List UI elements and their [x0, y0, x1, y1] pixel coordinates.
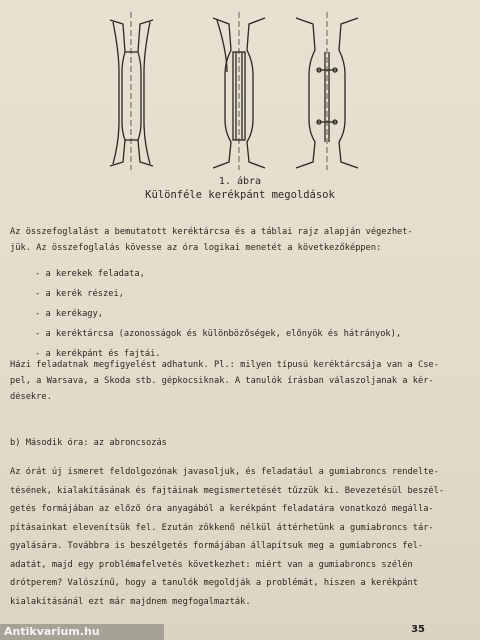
paragraph-homework [10, 357, 472, 405]
list-item: - a kerék részei, [35, 289, 124, 299]
figure-number: 1. ábra [218, 176, 262, 187]
rim-profile-figure [95, 12, 405, 170]
watermark: Antikvarium.hu [0, 624, 164, 640]
page-number: 35 [411, 624, 425, 635]
summary-list [35, 264, 455, 364]
text-line: kialakításánál ezt már majdnem megfogalmazták. [10, 596, 251, 607]
section-heading: b) Második óra: az abroncsozás [10, 438, 167, 448]
text-line: adatát, majd egy problémafelvetés következhet: miért van a gumiabroncs szélén [10, 559, 413, 570]
text-line: Házi feladatnak megfigyelést adhatunk. Pl.: milyen típusú keréktárcsája van a Cse- [10, 360, 439, 370]
list-item: - a kerékagy, [35, 309, 103, 319]
text-line: getés formájában az előző óra anyagából a kerékpánt feladatára vonatkozó megálla- [10, 504, 434, 514]
text-line: Az órát új ismeret feldolgozónak javasoljuk, és feladatául a gumiabroncs rendelte- [10, 467, 439, 477]
figure-title: Különféle kerékpánt megoldások [145, 189, 335, 201]
text-line: gyalására. Továbbra is beszélgetés formájában állapítsuk meg a gumiabroncs fel- [10, 541, 424, 551]
text-line: jük. Az összefoglalás kövesse az óra logikai menetét a következőképpen: [10, 243, 382, 253]
text-line: pításainkat elevenítsük fel. Ezután zökkenő nélkül áttérhetünk a gumiabroncs tár- [10, 522, 434, 533]
list-item: - a kerékpánt és fajtái. [35, 349, 161, 359]
paragraph-summary [10, 224, 472, 256]
text-line: désekre. [10, 392, 52, 402]
rim-drawings [95, 12, 405, 170]
text-line: pel, a Warsava, a Skoda stb. gépkocsiknak. A tanulók írásban válaszoljanak a kér- [10, 376, 434, 386]
rim-drawing-2 [213, 12, 265, 170]
text-line: drótperem? Valószínű, hogy a tanulók megoldják a problémát, hiszen a kerékpánt [10, 578, 418, 588]
paragraph-tyres [10, 463, 472, 611]
rim-drawing-1 [110, 12, 153, 170]
list-item: - a keréktárcsa (azonosságok és különbözőségek, előnyök és hátrányok), [35, 329, 402, 339]
text-line: Az összefoglalást a bemutatott keréktárcsa és a táblai rajz alapján végezhet- [10, 227, 413, 237]
list-item: - a kerekek feladata, [35, 269, 145, 279]
text-line: tésének, kialakításának és fajtáinak megismertetését tűzzük ki. Bevezetésül beszél- [10, 485, 445, 496]
rim-drawing-3 [296, 12, 358, 170]
